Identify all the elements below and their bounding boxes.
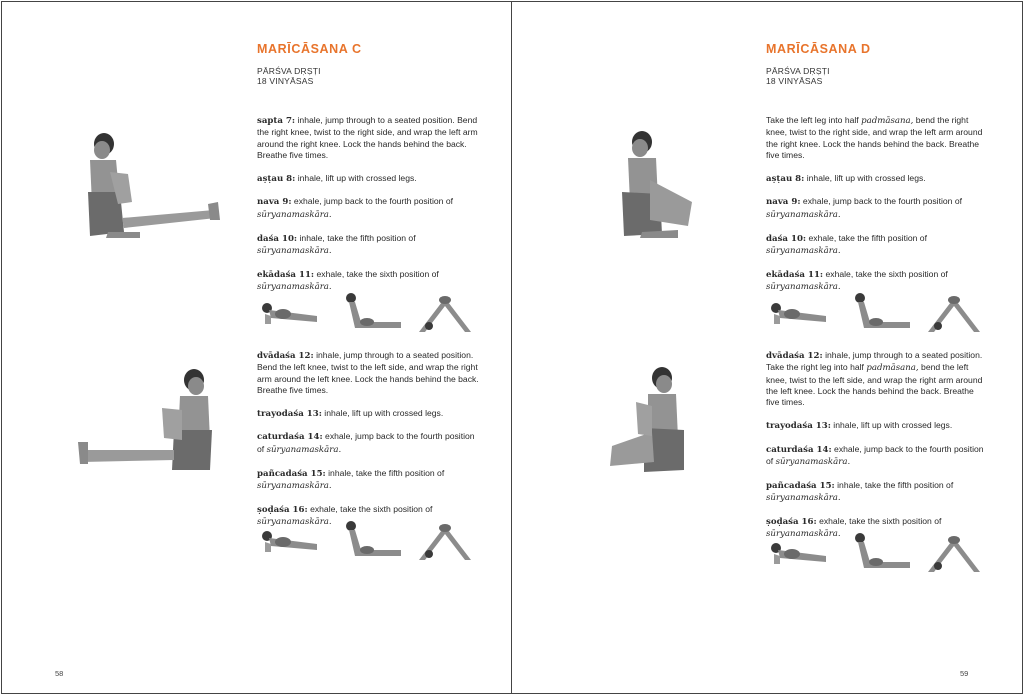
step-9: nava 9: exhale, jump back to the fourth position of sūryanamaskāra. [257,196,454,220]
thumb-downdog [928,536,980,572]
pose-photo-twist-right [80,132,225,242]
page-number: 58 [55,669,64,678]
step-14: caturdaśa 14: exhale, jump back to the fourth position of sūryanamaskāra. [257,431,475,455]
step-15: pañcadaśa 15: inhale, take the fifth position of sūryanamaskāra. [257,467,445,491]
pose-meta [257,66,321,86]
thumb-downdog [419,296,471,332]
step-13: trayodaśa 13: inhale, lift up with crossed legs. [766,419,953,431]
drsti-label: PĀRŚVA DṚṢṬI [766,66,830,76]
pose-photo-half-lotus-twist-right [616,130,696,240]
step-10: daśa 10: exhale, take the fifth position of sūryanamaskāra. [766,232,927,256]
step-15: pañcadaśa 15: inhale, take the fifth position of sūryanamaskāra. [766,479,954,504]
steps-top [257,115,479,305]
steps-bottom [257,350,479,540]
steps-bottom [766,350,988,552]
step-9: nava 9: exhale, jump back to the fourth position of sūryanamaskāra. [766,196,963,220]
step-7: Take the left leg into half padmāsana, bend the right knee, twist to the right side, and wrap the left arm around the right knee. Lock the hands behind the back. Breathe five times. [766,115,983,160]
step-16: ṣoḍaśa 16: exhale, take the sixth position of sūryanamaskāra. [766,515,942,540]
steps-top [766,115,988,305]
vinyasa-thumbnails-bottom [257,520,477,566]
thumb-chaturanga [262,303,317,324]
vinyasa-thumbnails-top [257,292,477,338]
page-title: MARĪCĀSANA C [257,42,362,56]
drsti-label: PĀRŚVA DṚṢṬI [257,66,321,76]
step-12: dvādaśa 12: inhale, jump through to a seated position. Take the right leg into half padmāsana, bend the left knee, twist to the left side, and wrap the right arm around the left knee. Lock the hands behind the back. Breathe five times. [766,350,983,408]
thumb-updog [346,521,401,556]
vinyasa-count: 18 VINYĀSAS [257,76,314,86]
vinyasa-thumbnails-top [766,292,986,338]
step-13: trayodaśa 13: inhale, lift up with crossed legs. [257,407,444,419]
thumb-chaturanga [262,531,317,552]
step-12: dvādaśa 12: inhale, jump through to a seated position. Bend the left knee, twist to the left side, and wrap the right arm around the left knee. Lock the hands behind the back. Breathe five times. [257,350,479,395]
page-number: 59 [960,669,969,678]
thumb-chaturanga [771,543,826,564]
right-page [511,1,1023,694]
thumb-updog [346,293,401,328]
step-11: ekādaśa 11: exhale, take the sixth position of sūryanamaskāra. [257,268,439,292]
thumb-downdog [419,524,471,560]
step-8: aṣṭau 8: inhale, lift up with crossed legs. [257,172,417,184]
thumb-updog [855,533,910,568]
step-11: ekādaśa 11: exhale, take the sixth position of sūryanamaskāra. [766,268,948,292]
thumb-downdog [928,296,980,332]
step-7: sapta 7: inhale, jump through to a seated position. Bend the right knee, twist to the right side, and wrap the left arm around the right knee. Lock the hands behind the back. Breathe five times. [257,115,478,160]
left-page [1,1,512,694]
vinyasa-thumbnails-bottom [766,532,986,578]
page-title: MARĪCĀSANA D [766,42,871,56]
step-8: aṣṭau 8: inhale, lift up with crossed legs. [766,172,926,184]
pose-photo-half-lotus-twist-left [608,366,690,476]
step-14: caturdaśa 14: exhale, jump back to the fourth position of sūryanamaskāra. [766,443,984,468]
pose-meta [766,66,830,86]
thumb-chaturanga [771,303,826,324]
thumb-updog [855,293,910,328]
vinyasa-count: 18 VINYĀSAS [766,76,823,86]
step-10: daśa 10: inhale, take the fifth position of sūryanamaskāra. [257,232,416,256]
step-16: ṣoḍaśa 16: exhale, take the sixth position of sūryanamaskāra. [257,503,433,527]
pose-photo-twist-left [78,368,218,474]
